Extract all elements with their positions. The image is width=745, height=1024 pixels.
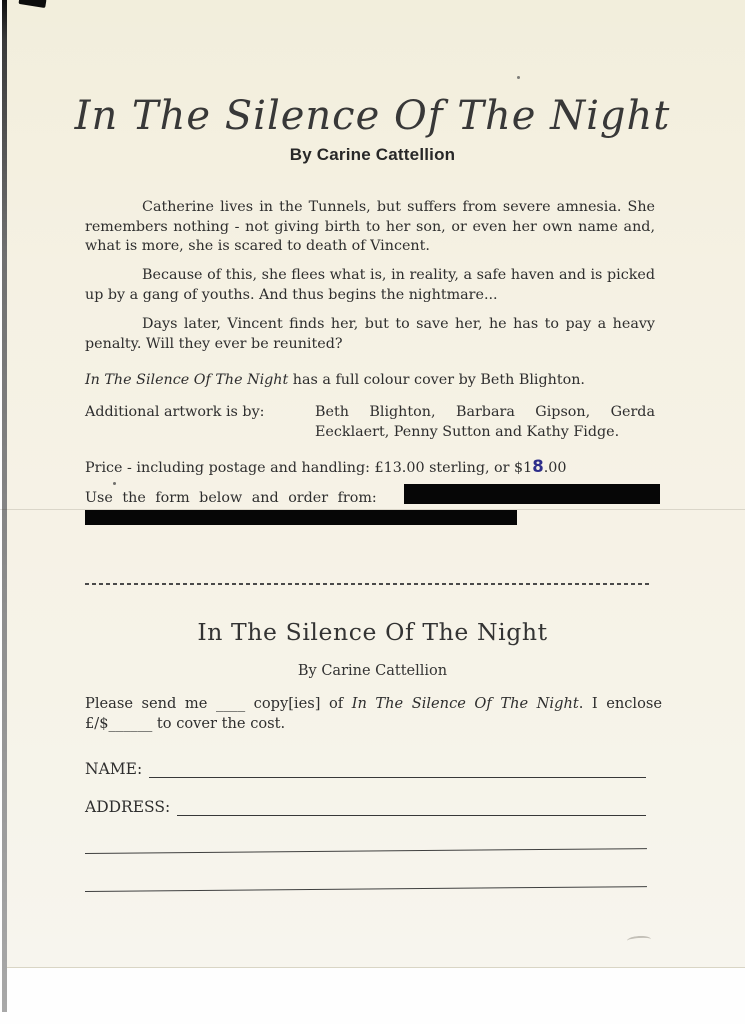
request-text: Please send me: [85, 695, 216, 712]
artwork-credits-label: Additional artwork is by:: [85, 404, 265, 420]
order-request-sentence: [85, 694, 662, 733]
zine-title: In The Silence Of The Night: [74, 92, 671, 139]
redaction-bar: [85, 510, 517, 525]
price-line: [85, 457, 685, 479]
synopsis-paragraph-1: Catherine lives in the Tunnels, but suffers from severe amnesia. She remembers nothing - not giving birth to her son, or even her own name and, what is more, she is scared to death of Vincent.: [85, 199, 655, 254]
price-text: Price - including postage and handling: £13.00 sterling, or $1: [85, 460, 533, 476]
order-instruction-line: Use the form below and order from:: [85, 490, 377, 506]
order-form-byline: By Carine Cattellion: [297, 663, 448, 679]
name-field-row: [85, 760, 646, 778]
name-write-in-line: [149, 760, 646, 778]
request-text: copy[ies] of: [245, 695, 352, 712]
copies-blank-field: ____: [215, 695, 246, 712]
synopsis-paragraph-3: Days later, Vincent finds her, but to save her, he has to pay a heavy penalty. Will they ever be reunited?: [85, 316, 655, 352]
address-write-in-line: [177, 798, 646, 816]
cover-credit-title: In The Silence Of The Night: [85, 372, 289, 388]
artwork-credits: [85, 403, 655, 442]
redaction-bar: [404, 484, 660, 504]
tear-off-dashed-divider: [85, 583, 649, 585]
amount-blank-field: ______: [108, 714, 153, 732]
artwork-credits-names: Beth Blighton, Barbara Gipson, Gerda Eecklaert, Penny Sutton and Kathy Fidge.: [315, 404, 655, 440]
request-text: . I enclose £/$: [85, 695, 662, 732]
cover-credit-text: has a full colour cover by Beth Blighton.: [288, 372, 585, 388]
cover-credit-line: [85, 371, 685, 391]
request-text: to cover the cost.: [152, 714, 286, 732]
request-zine-title: In The Silence Of The Night: [351, 695, 579, 712]
name-field-label: NAME:: [85, 760, 143, 778]
address-field-label: ADDRESS:: [85, 798, 171, 816]
price-text-suffix: .00: [543, 460, 567, 476]
synopsis-paragraph-2: Because of this, she flees what is, in reality, a safe haven and is picked up by a gang of youths. And thus begins the nightmare...: [85, 267, 655, 303]
order-form-title: In The Silence Of The Night: [197, 618, 548, 646]
scan-speck: [113, 482, 116, 485]
handwritten-price-digit: 8: [532, 457, 544, 476]
zine-author-byline: By Carine Cattellion: [289, 145, 456, 164]
address-field-row: [85, 798, 646, 816]
scan-speck: [517, 76, 520, 79]
